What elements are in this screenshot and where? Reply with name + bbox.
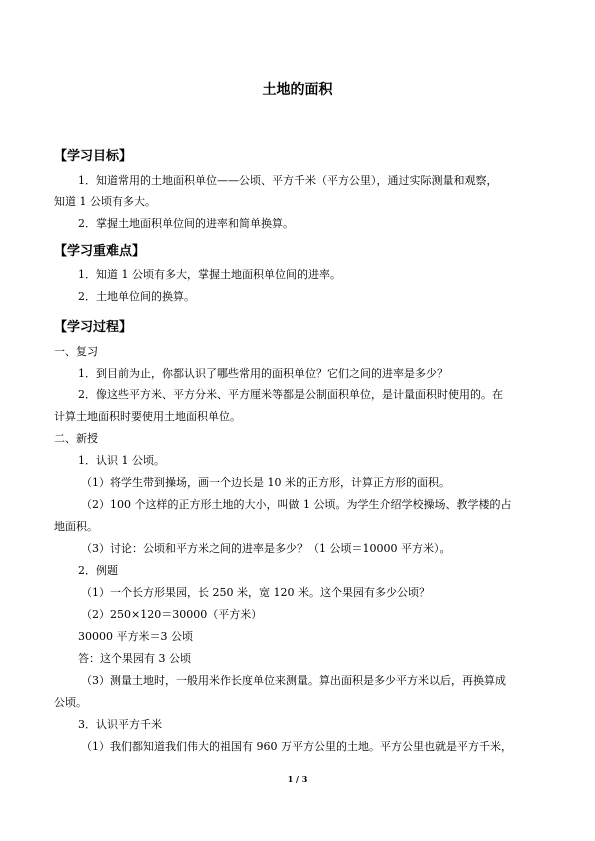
new-s2-d: 答：这个果园有 3 公顷	[78, 652, 191, 665]
new-s1-b-line-2: 地面积。	[54, 520, 98, 533]
goal-1-line-1: 1．知道常用的土地面积单位——公顷、平方千米（平方公里），通过实际测量和观察，	[78, 174, 498, 187]
review-q2-line-1: 2．像这些平方米、平方分米、平方厘米等都是公制面积单位，是计量面积时使用的。在	[78, 388, 503, 401]
new-s1: 1．认识 1 公顷。	[78, 454, 165, 467]
new-s1-b-line-1: （2）100 个这样的正方形土地的大小，叫做 1 公顷。为学生介绍学校操场、教学楼的占	[81, 498, 512, 511]
new-title: 二、新授	[54, 432, 98, 445]
key-heading: 【学习重难点】	[54, 244, 146, 259]
new-s2-e-line-2: 公顷。	[54, 696, 87, 709]
goals-heading: 【学习目标】	[54, 149, 133, 164]
new-s2-e-line-1: （3）测量土地时，一般用米作长度单位来测量。算出面积是多少平方米以后，再换算成	[81, 674, 506, 687]
key-2: 2．土地单位间的换算。	[78, 290, 195, 303]
new-s2-a: （1）一个长方形果园，长 250 米，宽 120 米。这个果园有多少公顷？	[81, 586, 430, 599]
new-s3: 3．认识平方千米	[78, 718, 162, 731]
review-q2-line-2: 计算土地面积时要使用土地面积单位。	[54, 410, 241, 423]
goal-2: 2．掌握土地面积单位间的进率和简单换算。	[78, 217, 294, 230]
new-s2-b: （2）250×120＝30000（平方米）	[81, 608, 263, 621]
new-s3-a: （1）我们都知道我们伟大的祖国有 960 万平方公里的土地。平方公里也就是平方千米，	[81, 740, 512, 753]
process-heading: 【学习过程】	[54, 320, 133, 335]
new-s2-c: 30000 平方米＝3 公顷	[78, 630, 193, 643]
new-s1-c: （3）讨论：公顷和平方米之间的进率是多少？（1 公顷＝10000 平方米）。	[81, 542, 451, 555]
new-s1-a: （1）将学生带到操场，画一个边长是 10 米的正方形，计算正方形的面积。	[81, 476, 450, 489]
key-1: 1．知道 1 公顷有多大，掌握土地面积单位间的进率。	[78, 268, 341, 281]
page-title: 土地的面积	[262, 82, 333, 98]
new-s2: 2．例题	[78, 564, 118, 577]
goal-1-line-2: 知道 1 公顷有多大。	[54, 195, 156, 208]
page-number: 1 / 3	[287, 774, 308, 784]
review-title: 一、复习	[54, 345, 98, 358]
review-q1: 1．到目前为止，你都认识了哪些常用的面积单位？它们之间的进率是多少？	[78, 367, 448, 380]
